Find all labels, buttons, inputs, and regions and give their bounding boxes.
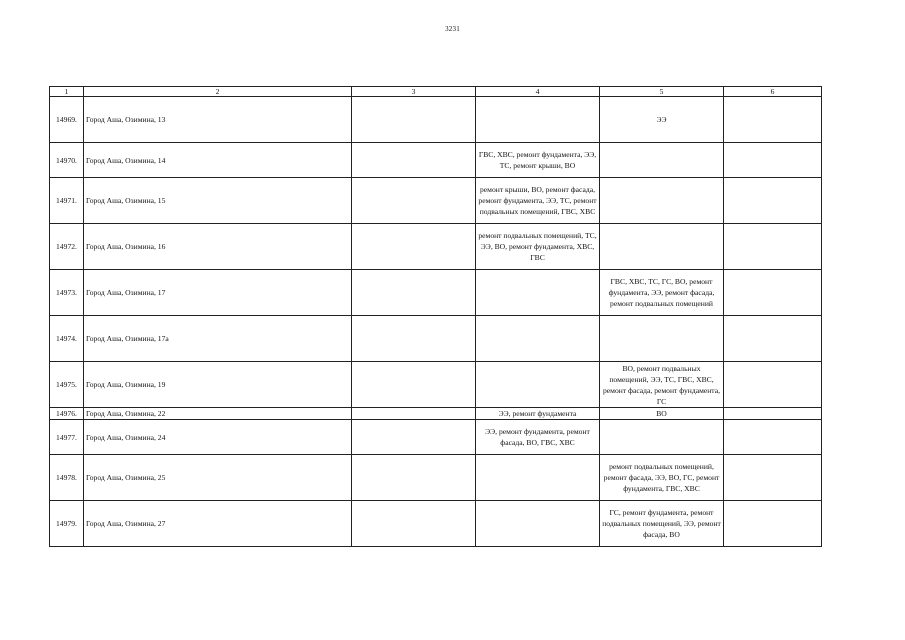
row-col-3 bbox=[352, 455, 476, 501]
row-col-6 bbox=[724, 362, 822, 408]
table-row bbox=[50, 362, 822, 408]
row-number: 14975. bbox=[50, 362, 84, 408]
page-number: 3231 bbox=[445, 25, 460, 33]
table-row bbox=[50, 420, 822, 455]
row-col-6 bbox=[724, 501, 822, 547]
header-row bbox=[50, 87, 822, 97]
row-col-3 bbox=[352, 224, 476, 270]
row-col-3 bbox=[352, 420, 476, 455]
table-row bbox=[50, 316, 822, 362]
row-address: Город Аша, Озимина, 24 bbox=[84, 420, 352, 455]
row-col-5 bbox=[600, 316, 724, 362]
row-number: 14978. bbox=[50, 455, 84, 501]
row-col-6 bbox=[724, 408, 822, 420]
row-col-5: ГВС, ХВС, ТС, ГС, ВО, ремонт фундамента, ЭЭ, ремонт фасада, ремонт подвальных помещений bbox=[600, 270, 724, 316]
row-col-5 bbox=[600, 420, 724, 455]
row-col-4 bbox=[476, 501, 600, 547]
row-number: 14979. bbox=[50, 501, 84, 547]
row-address: Город Аша, Озимина, 19 bbox=[84, 362, 352, 408]
row-col-3 bbox=[352, 501, 476, 547]
row-address: Город Аша, Озимина, 17а bbox=[84, 316, 352, 362]
row-number: 14974. bbox=[50, 316, 84, 362]
row-number: 14977. bbox=[50, 420, 84, 455]
row-address: Город Аша, Озимина, 17 bbox=[84, 270, 352, 316]
row-col-4: ЭЭ, ремонт фундамента bbox=[476, 408, 600, 420]
row-col-5 bbox=[600, 178, 724, 224]
row-address: Город Аша, Озимина, 16 bbox=[84, 224, 352, 270]
row-number: 14973. bbox=[50, 270, 84, 316]
row-col-5: ГС, ремонт фундамента, ремонт подвальных помещений, ЭЭ, ремонт фасада, ВО bbox=[600, 501, 724, 547]
table-row bbox=[50, 270, 822, 316]
row-col-6 bbox=[724, 420, 822, 455]
row-col-4: ремонт подвальных помещений, ТС, ЭЭ, ВО, ремонт фундамента, ХВС, ГВС bbox=[476, 224, 600, 270]
row-col-4: ЭЭ, ремонт фундамента, ремонт фасада, ВО, ГВС, ХВС bbox=[476, 420, 600, 455]
row-col-3 bbox=[352, 270, 476, 316]
row-col-3 bbox=[352, 97, 476, 143]
row-col-3 bbox=[352, 178, 476, 224]
row-col-4: ГВС, ХВС, ремонт фундамента, ЭЭ, ТС, ремонт крыши, ВО bbox=[476, 143, 600, 178]
header-col-2: 2 bbox=[84, 87, 352, 97]
row-number: 14976. bbox=[50, 408, 84, 420]
row-col-3 bbox=[352, 408, 476, 420]
row-col-5: ЭЭ bbox=[600, 97, 724, 143]
table-row bbox=[50, 408, 822, 420]
row-col-6 bbox=[724, 455, 822, 501]
header-col-1: 1 bbox=[50, 87, 84, 97]
row-col-4 bbox=[476, 316, 600, 362]
row-number: 14969. bbox=[50, 97, 84, 143]
table-row bbox=[50, 455, 822, 501]
row-address: Город Аша, Озимина, 15 bbox=[84, 178, 352, 224]
row-col-4 bbox=[476, 455, 600, 501]
row-col-5: ВО, ремонт подвальных помещений, ЭЭ, ТС, ГВС, ХВС, ремонт фасада, ремонт фундамента, ГС bbox=[600, 362, 724, 408]
table-row bbox=[50, 224, 822, 270]
header-col-4: 4 bbox=[476, 87, 600, 97]
row-number: 14971. bbox=[50, 178, 84, 224]
row-address: Город Аша, Озимина, 22 bbox=[84, 408, 352, 420]
row-number: 14970. bbox=[50, 143, 84, 178]
row-address: Город Аша, Озимина, 25 bbox=[84, 455, 352, 501]
row-col-4: ремонт крыши, ВО, ремонт фасада, ремонт фундамента, ЭЭ, ТС, ремонт подвальных помещений, ГВС, ХВС bbox=[476, 178, 600, 224]
row-col-5: ремонт подвальных помещений, ремонт фасада, ЭЭ, ВО, ГС, ремонт фундамента, ГВС, ХВС bbox=[600, 455, 724, 501]
row-col-4 bbox=[476, 270, 600, 316]
header-col-5: 5 bbox=[600, 87, 724, 97]
table-row bbox=[50, 143, 822, 178]
header-col-6: 6 bbox=[724, 87, 822, 97]
table-row bbox=[50, 178, 822, 224]
row-col-4 bbox=[476, 362, 600, 408]
table-row bbox=[50, 501, 822, 547]
row-col-3 bbox=[352, 143, 476, 178]
work-schedule-table bbox=[49, 86, 822, 547]
row-col-3 bbox=[352, 316, 476, 362]
row-col-5: ВО bbox=[600, 408, 724, 420]
header-col-3: 3 bbox=[352, 87, 476, 97]
row-col-5 bbox=[600, 224, 724, 270]
row-address: Город Аша, Озимина, 13 bbox=[84, 97, 352, 143]
row-col-6 bbox=[724, 97, 822, 143]
row-col-6 bbox=[724, 224, 822, 270]
row-col-6 bbox=[724, 178, 822, 224]
table-row bbox=[50, 97, 822, 143]
row-number: 14972. bbox=[50, 224, 84, 270]
row-address: Город Аша, Озимина, 14 bbox=[84, 143, 352, 178]
row-col-5 bbox=[600, 143, 724, 178]
row-col-6 bbox=[724, 143, 822, 178]
row-col-6 bbox=[724, 316, 822, 362]
row-col-3 bbox=[352, 362, 476, 408]
row-address: Город Аша, Озимина, 27 bbox=[84, 501, 352, 547]
row-col-4 bbox=[476, 97, 600, 143]
row-col-6 bbox=[724, 270, 822, 316]
